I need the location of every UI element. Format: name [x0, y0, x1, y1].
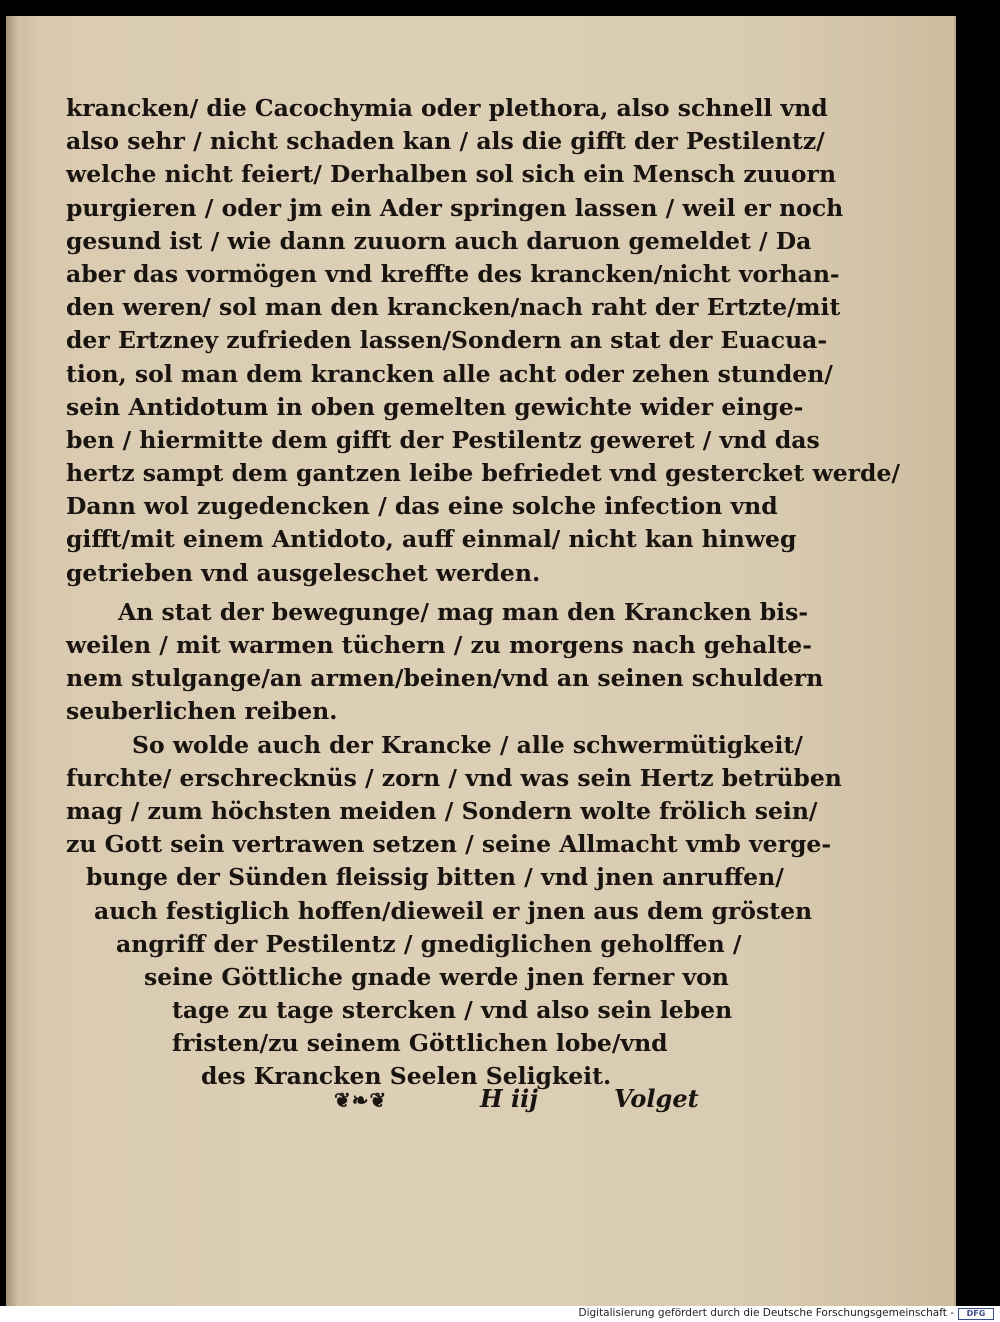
text-line: bunge der Sünden fleissig bitten / vnd jnen anruffen/ — [86, 863, 784, 892]
text-line: fristen/zu seinem Göttlichen lobe/vnd — [172, 1029, 668, 1058]
text-line: gesund ist / wie dann zuuorn auch daruon gemeldet / Da — [66, 226, 812, 255]
text-line: weilen / mit warmen tüchern / zu morgens nach gehalte- — [66, 631, 812, 659]
catchword: Volget — [614, 1084, 699, 1113]
text-line: purgieren / oder jm ein Ader springen lassen / weil er noch — [66, 193, 844, 222]
text-line: angriff der Pestilentz / gnediglichen geholffen / — [116, 929, 742, 958]
text-line: sein Antidotum in oben gemelten gewichte wider einge- — [66, 392, 804, 421]
text-line: ben / hiermitte dem gifft der Pestilentz geweret / vnd das — [66, 425, 820, 454]
text-line: seuberlichen reiben. — [66, 697, 338, 726]
text-line: getrieben vnd ausgeleschet werden. — [66, 558, 541, 587]
text-line: So wolde auch der Krancke / alle schwermütigkeit/ — [132, 730, 803, 759]
text-line: auch festiglich hoffen/dieweil er jnen aus dem grösten — [94, 896, 813, 925]
signature-mark: H iij — [480, 1084, 538, 1113]
dfg-logo: DFG — [958, 1308, 994, 1320]
page-gutter-shadow — [6, 16, 18, 1306]
text-line: den weren/ sol man den krancken/nach raht der Ertzte/mit — [66, 293, 841, 322]
text-line: zu Gott sein vertrawen setzen / seine Allmacht vmb verge- — [66, 830, 832, 859]
funding-credit: Digitalisierung gefördert durch die Deutsche Forschungsgemeinschaft - — [578, 1307, 954, 1319]
text-line: mag / zum höchsten meiden / Sondern wolte frölich sein/ — [66, 796, 818, 825]
text-line: welche nicht feiert/ Derhalben sol sich ein Mensch zuuorn — [66, 160, 837, 189]
text-line: An stat der bewegunge/ mag man den Krancken bis- — [118, 597, 809, 626]
text-line: furchte/ erschrecknüs / zorn / vnd was sein Hertz betrüben — [66, 763, 842, 792]
text-line: hertz sampt dem gantzen leibe befriedet vnd gestercket werde/ — [66, 459, 900, 488]
printer-ornament-icon: ❦❧❦ — [334, 1088, 388, 1112]
text-line: nem stulgange/an armen/beinen/vnd an seinen schuldern — [66, 664, 824, 693]
page-footer — [330, 1082, 720, 1122]
text-line: der Ertzney zufrieden lassen/Sondern an stat der Euacua- — [66, 326, 828, 355]
credit-bar — [0, 1306, 1000, 1322]
text-line: tage zu tage stercken / vnd also sein leben — [172, 996, 733, 1025]
text-line: also sehr / nicht schaden kan / als die gifft der Pestilentz/ — [66, 127, 825, 156]
text-line: seine Göttliche gnade werde jnen ferner von — [144, 962, 729, 991]
text-line: des Krancken Seelen Seligkeit. — [201, 1062, 612, 1091]
text-line: krancken/ die Cacochymia oder plethora, also schnell vnd — [66, 94, 828, 122]
text-line: Dann wol zugedencken / das eine solche infection vnd — [66, 492, 778, 521]
text-line: tion, sol man dem krancken alle acht oder zehen stunden/ — [66, 359, 833, 388]
page-text — [66, 92, 900, 1094]
text-line: gifft/mit einem Antidoto, auff einmal/ nicht kan hinweg — [66, 525, 797, 554]
text-line: aber das vormögen vnd kreffte des krancken/nicht vorhan- — [66, 259, 840, 288]
